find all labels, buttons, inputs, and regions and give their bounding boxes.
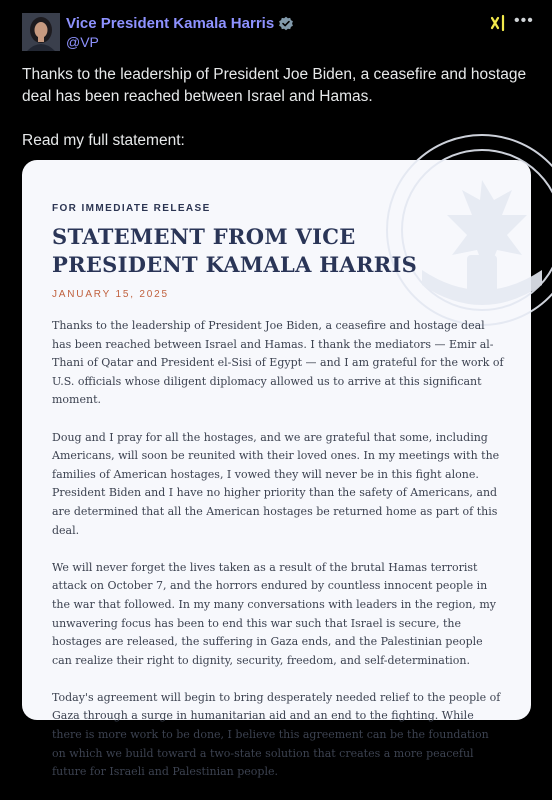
- statement-body: [52, 317, 504, 782]
- verified-badge-icon[interactable]: [278, 16, 294, 32]
- avatar-portrait-icon: [22, 13, 60, 51]
- statement-document: [52, 203, 504, 800]
- statement-paragraph: Doug and I pray for all the hostages, and we are grateful that some, including Americans, will soon be reunited with their loved ones. In my meetings with the families of American hostages, I vowed they will never be in this fight alone. President Biden and I have no higher priority than the safety of Americans, and are determined that all the American hostages be returned home as part of this deal.: [52, 430, 500, 537]
- display-name[interactable]: Vice President Kamala Harris: [66, 15, 275, 32]
- statement-paragraph: Thanks to the leadership of President Joe Biden, a ceasefire and hostage deal has been reached between Israel and Hamas. I thank the mediators — Emir al-Thani of Qatar and President el-Sisi of Egypt — and I am grateful for the work of U.S. officials whose diligent diplomacy allowed us to arrive at this significant moment.: [52, 319, 504, 407]
- handle[interactable]: @VP: [66, 34, 99, 50]
- post-paragraph: Read my full statement:: [22, 132, 185, 149]
- avatar[interactable]: [22, 13, 60, 51]
- post-paragraph: Thanks to the leadership of President Joe Biden, a ceasefire and hostage deal has been reached between Israel and Hamas.: [22, 66, 527, 105]
- statement-image[interactable]: [22, 160, 531, 779]
- grok-icon[interactable]: [489, 14, 507, 32]
- release-label: FOR IMMEDIATE RELEASE: [52, 203, 211, 214]
- statement-date: JANUARY 15, 2025: [52, 289, 169, 300]
- statement-paragraph: We will never forget the lives taken as a result of the brutal Hamas terrorist attack on October 7, and the horrors endured by countless innocent people in the war that followed. In my many conversations with leaders in the region, my unwavering focus has been to end this war such that Israel is secure, the hostages are released, the suffering in Gaza ends, and the Palestinian people can realize their right to dignity, security, freedom, and self-determination.: [52, 560, 496, 667]
- author-name-row: [66, 15, 294, 32]
- statement-paragraph: Today's agreement will begin to bring desperately needed relief to the people of Gaza through a surge in humanitarian aid and an end to the fighting. While there is more work to be done, I believe this agreement can be the foundation on which we build toward a two-state solution that creates a more peaceful future for Israeli and Palestinian people.: [52, 690, 501, 779]
- statement-title: STATEMENT FROM VICE PRESIDENT KAMALA HARRIS: [52, 224, 418, 277]
- more-options-icon[interactable]: •••: [514, 12, 534, 29]
